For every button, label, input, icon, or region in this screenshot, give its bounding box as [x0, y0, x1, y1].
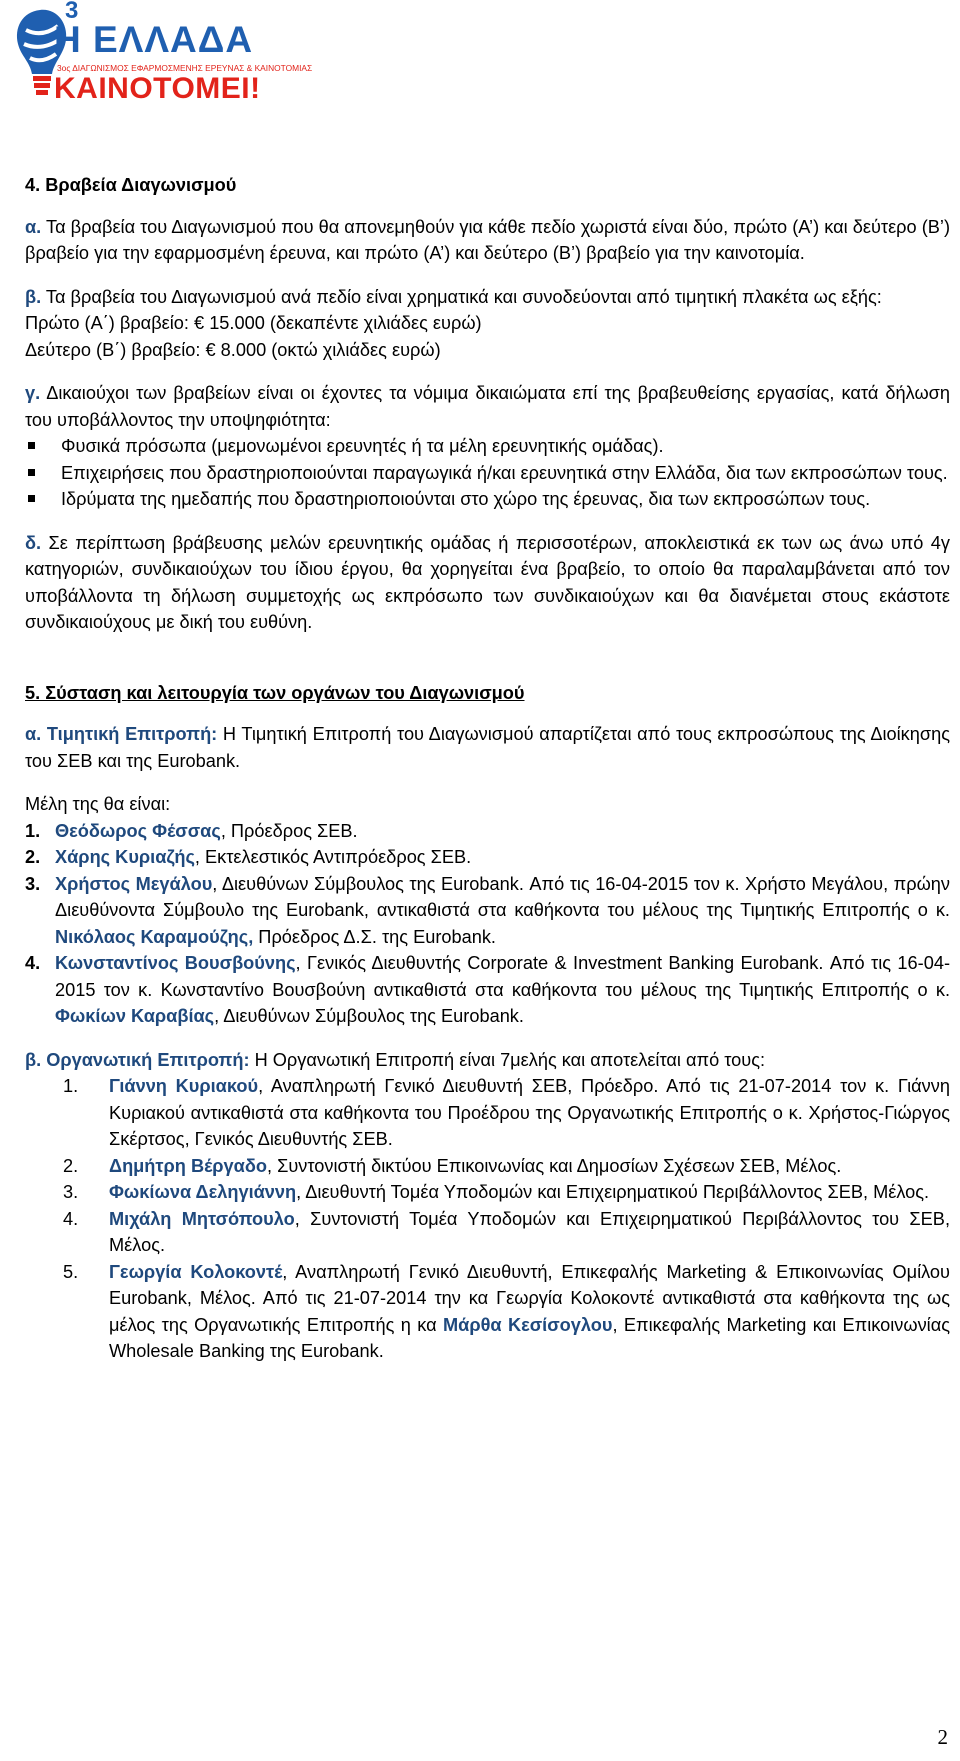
document-body [25, 172, 950, 1365]
honorary-committee-list [25, 818, 950, 1030]
list-item: 2. Χάρης Κυριαζής, Εκτελεστικός Αντιπρόεδρος ΣΕΒ. [25, 847, 472, 867]
prize-second: Δεύτερο (Β΄) βραβείο: € 8.000 (οκτώ χιλιάδες ευρώ) [25, 339, 441, 360]
list-item: 3. Χρήστος Μεγάλου, Διευθύνων Σύμβουλος της Eurobank. Από τις 16-04-2015 τον κ. Χρήστο Μεγάλου, πρώην Διευθύνοντα Σύμβουλο της Eurobank, αντικαθιστά στα καθήκοντα του μέλους της Τιμητικής Επιτροπής ο κ. Νικόλαος Καραμούζης, Πρόεδρος Δ.Σ. της Eurobank. [25, 873, 950, 947]
member-name: Φωκίων Καραβίας [55, 1006, 215, 1026]
members-intro: Μέλη της θα είναι: [25, 794, 171, 814]
section4-d-text: Σε περίπτωση βράβευσης μελών ερευνητικής ομάδας ή περισσοτέρων, αποκλειστικά εκ των ως άνω υπό 4γ κατηγοριών, συνδικαιούχων του ίδιου έργου, θα χορηγείται ένα βραβείο, το οποίο θα παραλαμβάνεται από τον υποβάλλοντα τη δήλωση συμμετοχής ως εκπρόσωπο των συνδικαιούχων και θα διανέμεται στους εκάστοτε συνδικαιούχους με δική του ευθύνη. [25, 532, 950, 632]
section4-b-text: Τα βραβεία του Διαγωνισμού ανά πεδίο είναι χρηματικά και συνοδεύονται από τιμητική πλακέτα ως εξής: [41, 286, 882, 307]
list-item: 4. Μιχάλη Μητσόπουλο, Συντονιστή Τομέα Υποδομών και Επιχειρηματικού Περιβάλλοντος του ΣΕΒ, Μέλος. [63, 1208, 950, 1255]
logo-title: Η ΕΛΛΑΔΑ [54, 19, 254, 60]
section4-b [25, 284, 950, 311]
section5-b-label: β. Οργανωτική Επιτροπή: [25, 1049, 250, 1070]
section4-a-label: α. [25, 216, 42, 237]
member-name: Νικόλαος Καραμούζης, [55, 926, 254, 947]
member-name: Γιάννη Κυριακού [109, 1076, 259, 1096]
section5-a-text: Η Τιμητική Επιτροπή του Διαγωνισμού απαρτίζεται από τους εκπροσώπους της Διοίκησης του ΣΕΒ και της Eurobank. [25, 724, 950, 771]
prize-first: Πρώτο (Α΄) βραβείο: € 15.000 (δεκαπέντε χιλιάδες ευρώ) [25, 313, 482, 333]
member-name: Δημήτρη Βέργαδο [109, 1155, 267, 1176]
list-item: Επιχειρήσεις που δραστηριοποιούνται παραγωγικά ή/και ερευνητικά στην Ελλάδα, δια των εκπροσώπων τους. [25, 460, 950, 487]
logo [12, 0, 313, 105]
member-name: Φωκίωνα Δεληγιάννη [109, 1182, 297, 1202]
member-name: Μάρθα Κεσίσογλου [443, 1314, 613, 1335]
logo-tagline: ΚΑΙΝΟΤΟΜΕΙ! [54, 72, 261, 105]
member-name: Γεωργία Κολοκοντέ [109, 1261, 283, 1282]
section4-c-label: γ. [25, 383, 41, 403]
list-item: Φυσικά πρόσωπα (μεμονωμένοι ερευνητές ή τα μέλη ερευνητικής ομάδας). [25, 433, 950, 460]
beneficiaries-list [25, 433, 950, 513]
logo-number: 3 [65, 0, 79, 24]
section4-c [25, 380, 950, 433]
section4-a [25, 214, 950, 267]
member-name: Χρήστος Μεγάλου [55, 873, 213, 894]
section4-b-label: β. [25, 286, 42, 307]
section5-b-text: Η Οργανωτική Επιτροπή είναι 7μελής και αποτελείται από τους: [249, 1049, 766, 1070]
list-item: 2. Δημήτρη Βέργαδο, Συντονιστή δικτύου Επικοινωνίας και Δημοσίων Σχέσεων ΣΕΒ, Μέλος. [63, 1155, 842, 1176]
member-name: Θεόδωρος Φέσσας [55, 820, 221, 841]
list-item: 5. Γεωργία Κολοκοντέ, Αναπληρωτή Γενικό Διευθυντή, Επικεφαλής Marketing & Επικοινωνίας Ομίλου Eurobank, Μέλος. Από τις 21-07-2014 την κα Γεωργία Κολοκοντέ αντικαθιστά στα καθήκοντα της ως μέλος της Οργανωτικής Επιτροπής η κα Μάρθα Κεσίσογλου, Επικεφαλής Marketing και Επικοινωνίας Wholesale Banking της Eurobank. [63, 1261, 951, 1361]
list-item: 3. Φωκίωνα Δεληγιάννη, Διευθυντή Τομέα Υποδομών και Επιχειρηματικού Περιβάλλοντος ΣΕΒ, Μέλος. [63, 1182, 930, 1202]
section4-a-text: Τα βραβεία του Διαγωνισμού που θα απονεμηθούν για κάθε πεδίο χωριστά είναι δύο, πρώτο (Α’) και δεύτερο (Β’) βραβείο για την εφαρμοσμένη έρευνα, και πρώτο (Α’) και δεύτερο (Β’) βραβείο για την καινοτομία. [25, 216, 950, 263]
member-name: Κωνσταντίνος Βουσβούνης [55, 953, 296, 973]
member-name: Χάρης Κυριαζής [55, 847, 195, 867]
section5-a-label: α. Τιμητική Επιτροπή: [25, 724, 218, 744]
section4-d-label: δ. [25, 532, 42, 553]
section5-a [25, 721, 950, 774]
section4-c-text: Δικαιούχοι των βραβείων είναι οι έχοντες τα νόμιμα δικαιώματα επί της βραβευθείσης εργασίας, κατά δήλωση του υποβάλλοντος την υποψηφιότητα: [25, 383, 950, 430]
list-item: 1. Γιάννη Κυριακού, Αναπληρωτή Γενικό Διευθυντή ΣΕΒ, Πρόεδρο. Από τις 21-07-2014 τον κ. Γιάννη Κυριακού αντικαθιστά στα καθήκοντα του Προέδρου της Οργανωτικής Επιτροπής ο κ. Χρήστος-Γιώργος Σκέρτσος, Γενικός Διευθυντής ΣΕΒ. [63, 1076, 950, 1149]
logo-subtitle: 3ος ΔΙΑΓΩΝΙΣΜΟΣ ΕΦΑΡΜΟΣΜΕΝΗΣ ΕΡΕΥΝΑΣ & ΚΑΙΝΟΤΟΜΙΑΣ [57, 63, 313, 73]
section5-heading: 5. Σύσταση και λειτουργία των οργάνων του Διαγωνισμού [25, 682, 525, 703]
page-number: 2 [937, 1725, 948, 1749]
section4-d [25, 530, 950, 636]
list-item: 1. Θεόδωρος Φέσσας, Πρόεδρος ΣΕΒ. [25, 820, 358, 841]
list-item: Ιδρύματα της ημεδαπής που δραστηριοποιούνται στο χώρο της έρευνας, δια των εκπροσώπων τους. [25, 486, 950, 513]
section5-b [25, 1047, 950, 1074]
section4-heading: 4. Βραβεία Διαγωνισμού [25, 175, 237, 195]
member-name: Μιχάλη Μητσόπουλο [109, 1208, 295, 1229]
organizing-committee-list [25, 1073, 950, 1365]
list-item: 4. Κωνσταντίνος Βουσβούνης, Γενικός Διευθυντής Corporate & Investment Banking Eurobank. Από τις 16-04-2015 τον κ. Κωνσταντίνο Βουσβούνη αντικαθιστά στα καθήκοντα του μέλους της Τιμητικής Επιτροπής ο κ. Φωκίων Καραβίας, Διευθύνων Σύμβουλος της Eurobank. [25, 953, 950, 1026]
